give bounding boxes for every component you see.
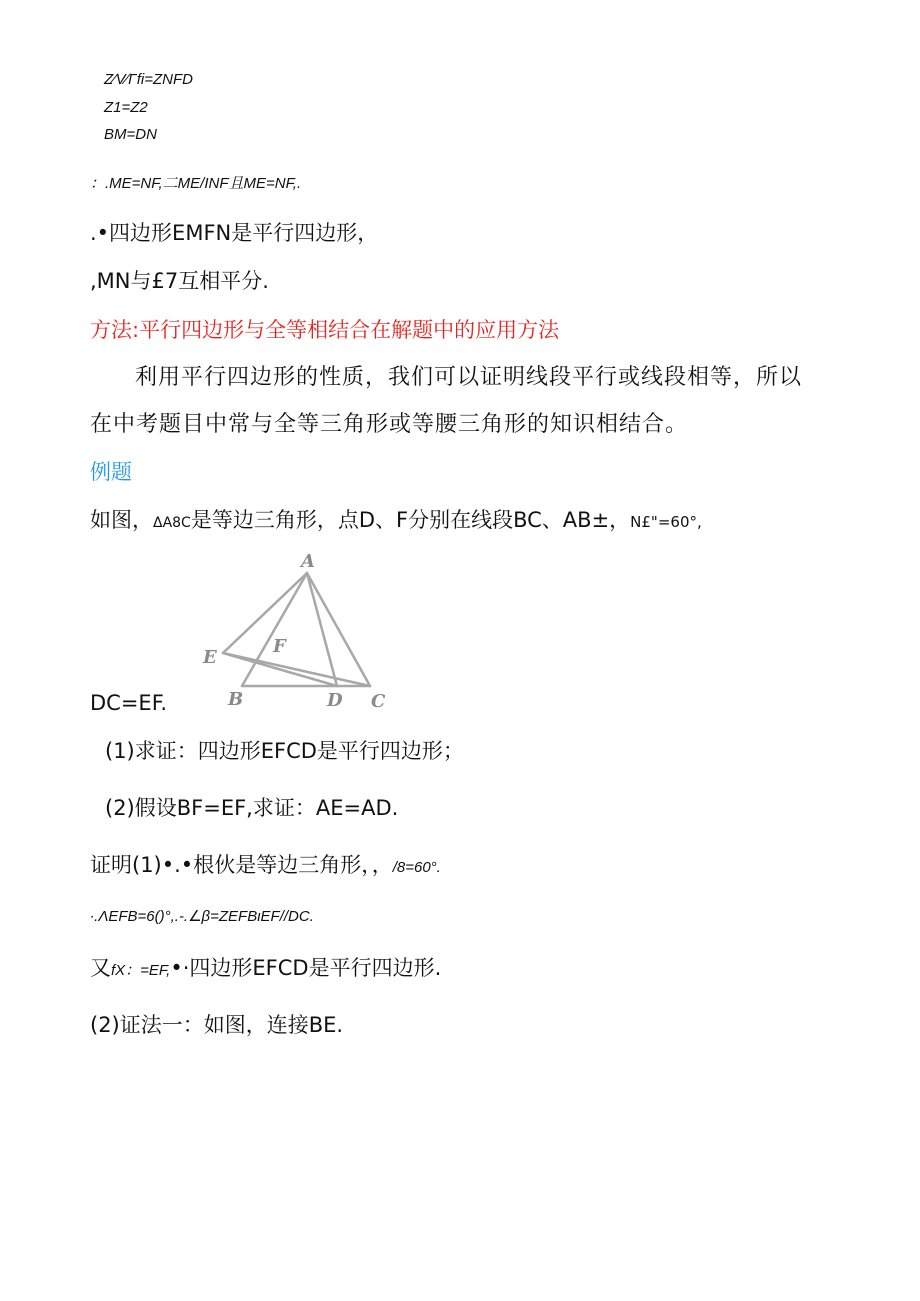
explanation-paragraph-line-1: 利用平行四边形的性质，我们可以证明线段平行或线段相等，所以 — [135, 365, 803, 390]
vertex-label-e: E — [203, 647, 217, 668]
vertex-label-c: C — [371, 691, 386, 712]
triangle-figure — [190, 548, 400, 716]
equation-line-angle: Z∕V∕Γfi=ZNFD — [104, 71, 193, 88]
equation-line-angles-equal: Z1=Z2 — [104, 99, 148, 116]
triangle-diagram — [190, 548, 400, 716]
problem-statement — [90, 510, 702, 531]
equation-line-segments-equal: BM=DN — [104, 126, 157, 143]
question-1: (1)求证：四边形EFCD是平行四边形； — [105, 739, 464, 763]
problem-prefix: 如图， — [90, 508, 153, 532]
proof-line-3-prefix: 又 — [90, 956, 111, 980]
proof-line-3-conclusion: •·四边形EFCD是平行四边形. — [170, 956, 442, 980]
segment-ac — [307, 573, 370, 686]
vertex-label-f: F — [273, 636, 286, 657]
problem-triangle-name: ΔA8C — [153, 515, 191, 531]
problem-angle: N£"=60°, — [630, 513, 702, 531]
question-2: (2)假设BF=EF,求证：AE=AD. — [105, 796, 399, 820]
proof-line-3 — [90, 958, 441, 979]
proof-line-1-angle: /8=60°. — [392, 859, 441, 876]
problem-condition-dc-ef: DC=EF. — [90, 691, 168, 715]
conclusion-line-bisect: ,MN与£7互相平分. — [90, 269, 269, 293]
proof-line-3-condition: fX：=EF, — [111, 962, 171, 979]
conclusion-line-me-nf: ：.ME=NF,二ME/INF且ME=NF,. — [90, 175, 302, 192]
proof-line-1 — [90, 855, 441, 876]
vertex-label-b: B — [228, 689, 244, 710]
vertex-label-a: A — [301, 551, 315, 572]
explanation-paragraph-line-2: 在中考题目中常与全等三角形或等腰三角形的知识相结合。 — [90, 412, 689, 437]
vertex-label-d: D — [327, 690, 343, 711]
method-heading: 方法:平行四边形与全等相结合在解题中的应用方法 — [90, 318, 560, 342]
proof-line-1-text: 证明(1)•.•根伙是等边三角形，， — [90, 853, 393, 877]
proof-line-2: ∙.ΛEFB=6()°,.-.∠β=ZEFBιEF//DC. — [90, 908, 314, 925]
segment-ae — [223, 573, 307, 653]
segment-ad — [307, 573, 337, 686]
example-heading: 例题 — [90, 460, 132, 484]
conclusion-line-parallelogram: .•四边形EMFN是平行四边形， — [90, 221, 379, 245]
proof-line-4: (2)证法一：如图，连接BE. — [90, 1013, 344, 1037]
problem-middle: 是等边三角形，点D、F分别在线段BC、AB±， — [190, 508, 631, 532]
